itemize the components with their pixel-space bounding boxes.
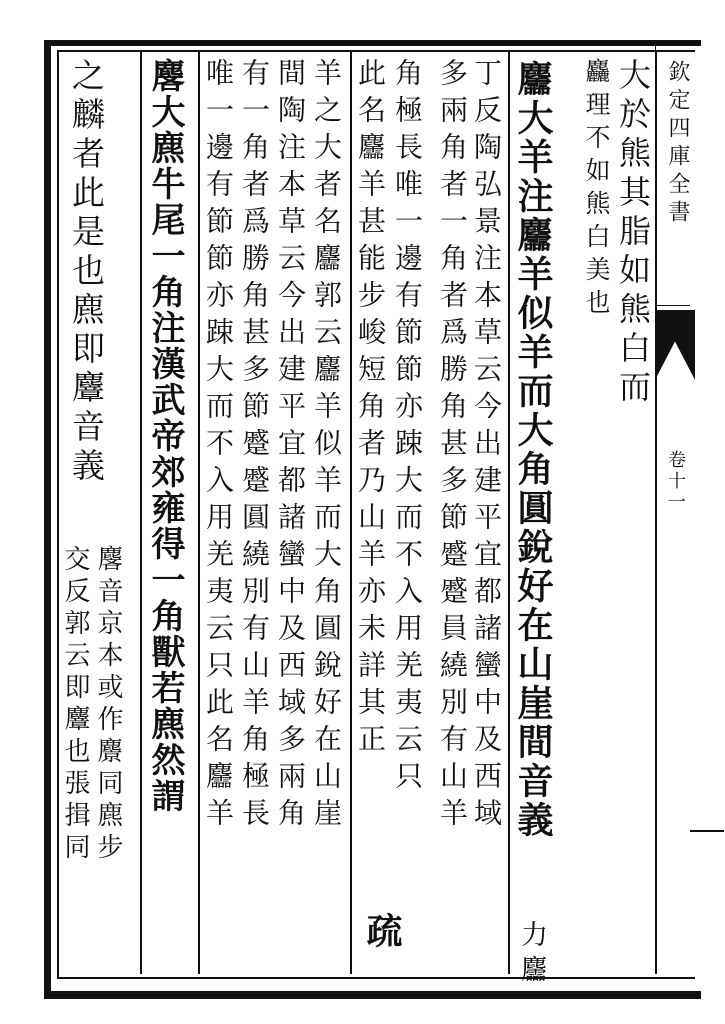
banner-title: 欽定四庫全書 (665, 60, 690, 228)
margin-tick (690, 830, 724, 832)
column-rule (140, 52, 142, 974)
column-rule (198, 52, 200, 974)
text-column-11: 唯一邊有節節亦踈大而不入用羌夷云只此名麢羊 (202, 58, 235, 835)
text-column-2: 麤理不如熊白美也 (582, 58, 611, 322)
text-column-10: 有一角者爲勝角甚多節蹙蹙圓繞別有山羊角極長 (238, 58, 271, 835)
text-column-13-note-1: 麐音京本或作麖同麃步 (93, 545, 123, 865)
text-column-3-tail: 力麢 (516, 920, 547, 990)
column-rule (508, 52, 510, 974)
text-column-13-note-2: 交反郭云即麞也張揖同 (60, 545, 90, 865)
text-column-13: 之麟者此是也麃即麞音義 (67, 58, 106, 487)
text-column-5: 多兩角者一角者爲勝角甚多節蹙蹙員繞別有山羊 (436, 58, 469, 835)
text-column-9: 間陶注本草云今出建平宜都諸蠻中及西域多兩角 (274, 58, 307, 835)
text-column-7-tail: 疏 (361, 912, 403, 954)
text-column-6: 角極長唯一邊有節節亦踈大而不入用羌夷云只 (391, 58, 424, 798)
text-column-1: 大於熊其脂如熊白而 (614, 58, 652, 409)
text-column-4: 丁反陶弘景注本草云今出建平宜都諸蠻中及西域 (470, 58, 503, 835)
volume-label: 卷十一 (665, 450, 686, 513)
column-rule (655, 52, 657, 974)
text-column-7: 此名麢羊甚能步峻短角者乃山羊亦未詳其正 (354, 58, 387, 761)
column-rule (350, 52, 352, 974)
text-column-8: 羊之大者名麢郭云麢羊似羊而大角圓銳好在山崖 (310, 58, 343, 835)
text-column-12: 麐大麃牛尾一角注漢武帝郊雍得一角獸若麃然謂 (145, 58, 185, 814)
text-column-3: 麢大羊注麢羊似羊而大角圓銳好在山崖間音義 (512, 60, 554, 840)
